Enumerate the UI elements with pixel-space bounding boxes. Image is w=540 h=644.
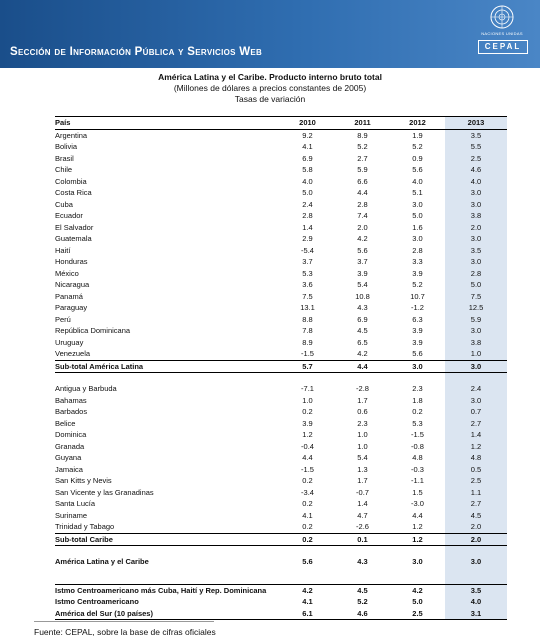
table-row (55, 233, 507, 245)
cell-value: 1.8 (412, 395, 423, 405)
table-row (55, 406, 507, 418)
cell-value: 12.5 (445, 302, 507, 314)
column-header: 2010 (280, 117, 335, 130)
table-row (55, 199, 507, 211)
cell-value: 2.7 (445, 418, 507, 430)
cell-value: 3.8 (445, 337, 507, 349)
cell-value: 1.3 (357, 464, 368, 474)
row-label: Nicaragua (55, 280, 90, 289)
cell-value: 6.1 (280, 608, 335, 620)
table-row (55, 464, 507, 476)
cell-value: -0.4 (301, 441, 314, 451)
cell-value: 0.2 (412, 407, 423, 416)
cell-value: 1.6 (412, 222, 423, 232)
row-label: Istmo Centroamericano más Cuba, Haití y Rep. Dominicana (55, 584, 280, 596)
cell-value: 4.1 (302, 597, 313, 606)
cell-value: 1.2 (302, 430, 313, 439)
cell-value: 8.8 (302, 314, 313, 324)
table-row (55, 164, 507, 176)
region-row (55, 608, 507, 620)
cell-value: 1.0 (357, 430, 368, 439)
cell-value: 4.3 (357, 303, 368, 312)
cell-value: 5.9 (357, 165, 368, 174)
row-label: San Vicente y las Granadinas (55, 487, 154, 497)
cell-value: 13.1 (300, 303, 315, 312)
table-row (55, 429, 507, 441)
cell-value: 1.2 (390, 533, 445, 546)
cell-value: 5.6 (412, 349, 423, 358)
table-row (55, 325, 507, 337)
row-label: Paraguay (55, 303, 88, 312)
cell-value: 4.2 (357, 234, 368, 243)
cell-value: 5.3 (412, 418, 423, 428)
row-label: Sub-total América Latina (55, 360, 280, 373)
cell-value: 4.6 (445, 164, 507, 176)
cell-value: 3.0 (445, 187, 507, 199)
cell-value: 5.6 (357, 245, 368, 255)
cepal-logo: CEPAL (478, 40, 528, 54)
cell-value: 0.2 (302, 407, 313, 416)
cell-value: 3.5 (445, 129, 507, 141)
cell-value: 1.7 (357, 395, 368, 405)
cell-value: 5.8 (302, 165, 313, 174)
cell-value: 2.3 (412, 384, 423, 393)
row-label: América del Sur (10 países) (55, 608, 280, 620)
table-row (55, 487, 507, 499)
cell-value: 3.0 (445, 233, 507, 245)
row-label: Dominica (55, 430, 87, 439)
row-label: Guyana (55, 453, 82, 462)
un-emblem-icon (489, 4, 515, 30)
cell-value: 3.9 (412, 337, 423, 347)
cell-value: 4.0 (445, 596, 507, 608)
table-row (55, 245, 507, 257)
row-label: Costa Rica (55, 188, 92, 197)
cell-value: 3.9 (302, 418, 313, 428)
cell-value: -0.8 (411, 441, 424, 451)
table-row (55, 498, 507, 510)
header-row (55, 117, 507, 130)
table-row (55, 418, 507, 430)
cell-value: 1.2 (412, 522, 423, 531)
table-row (55, 291, 507, 303)
cell-value: 10.7 (410, 291, 425, 301)
cell-value: 2.5 (390, 608, 445, 620)
cell-value: 4.1 (302, 510, 313, 520)
cell-value: 5.2 (357, 142, 368, 151)
cell-value: 5.2 (357, 597, 368, 606)
row-label: Argentina (55, 130, 88, 140)
table-row (55, 187, 507, 199)
cell-value: 3.3 (412, 257, 423, 266)
subtotal-latin-america-row (55, 360, 507, 373)
cell-value: -1.5 (411, 430, 424, 439)
cell-value: 2.4 (302, 199, 313, 209)
row-label: Jamaica (55, 464, 83, 474)
cell-value: 3.7 (357, 257, 368, 266)
cell-value: 7.4 (357, 211, 368, 220)
spacer-row (55, 373, 507, 384)
cell-value: 2.5 (445, 153, 507, 165)
row-label: Guatemala (55, 234, 92, 243)
cell-value: 0.7 (445, 406, 507, 418)
cell-value: 3.8 (445, 210, 507, 222)
cell-value: 1.4 (357, 499, 368, 508)
row-label: Brasil (55, 153, 74, 163)
cell-value: -5.4 (301, 245, 314, 255)
table-row (55, 441, 507, 453)
table-row (55, 129, 507, 141)
un-text: NACIONES UNIDAS (481, 31, 523, 36)
cell-value: 1.4 (445, 429, 507, 441)
row-label: Bahamas (55, 395, 87, 405)
cell-value: 5.0 (412, 211, 423, 220)
cell-value: 3.0 (445, 199, 507, 211)
column-header: 2013 (445, 117, 507, 130)
cell-value: 0.2 (280, 533, 335, 546)
row-label: El Salvador (55, 222, 94, 232)
cell-value: 10.8 (355, 291, 370, 301)
cell-value: 3.9 (412, 268, 423, 278)
cell-value: 5.2 (412, 280, 423, 289)
gdp-table (55, 116, 507, 620)
cell-value: -3.0 (411, 499, 424, 508)
cell-value: 3.0 (445, 325, 507, 337)
cell-value: 2.3 (357, 418, 368, 428)
cell-value: 3.5 (445, 245, 507, 257)
row-label: Chile (55, 165, 73, 174)
table-row (55, 302, 507, 314)
cell-value: 2.8 (302, 211, 313, 220)
footer-divider (34, 621, 214, 622)
row-label: Istmo Centroamericano (55, 597, 139, 606)
cell-value: -0.7 (356, 487, 369, 497)
table-row (55, 222, 507, 234)
cell-value: 3.0 (445, 395, 507, 407)
cell-value: 3.0 (412, 234, 423, 243)
cell-value: 1.7 (357, 476, 368, 485)
table-row (55, 314, 507, 326)
cell-value: 2.9 (302, 234, 313, 243)
cell-value: 5.3 (302, 268, 313, 278)
cell-value: 4.6 (335, 608, 390, 620)
subtotal-caribbean-row (55, 533, 507, 546)
row-label: San Kitts y Nevis (55, 476, 112, 485)
cell-value: 4.3 (357, 557, 368, 566)
cell-value: 4.1 (302, 142, 313, 151)
cell-value: 1.0 (445, 348, 507, 360)
cell-value: 5.4 (357, 280, 368, 289)
cell-value: 3.6 (302, 280, 313, 289)
cell-value: 1.9 (412, 130, 423, 140)
cell-value: 1.2 (445, 441, 507, 453)
row-label: México (55, 268, 79, 278)
row-label: Belice (55, 418, 76, 428)
cell-value: 2.7 (357, 153, 368, 163)
row-label: Perú (55, 314, 71, 324)
cell-value: 3.7 (302, 257, 313, 266)
cell-value: 3.0 (412, 557, 423, 566)
cell-value: 2.8 (357, 199, 368, 209)
table-row (55, 141, 507, 153)
cell-value: 5.4 (357, 453, 368, 462)
cell-value: 5.1 (412, 188, 423, 197)
cell-value: 4.0 (302, 176, 313, 186)
cell-value: 3.9 (357, 268, 368, 278)
header-banner (0, 0, 540, 68)
cell-value: 0.6 (357, 407, 368, 416)
column-header: 2012 (390, 117, 445, 130)
cell-value: 1.4 (302, 222, 313, 232)
cell-value: 5.6 (302, 557, 313, 566)
cell-value: -1.5 (301, 464, 314, 474)
cell-value: 5.9 (445, 314, 507, 326)
cell-value: 4.2 (357, 349, 368, 358)
cell-value: 5.0 (412, 597, 423, 606)
cell-value: 4.2 (280, 584, 335, 596)
row-label: Honduras (55, 257, 88, 266)
row-label: América Latina y el Caribe (55, 557, 149, 566)
row-label: Cuba (55, 199, 73, 209)
source-note: Fuente: CEPAL, sobre la base de cifras oficiales (34, 627, 216, 637)
table-row (55, 348, 507, 360)
cell-value: 0.1 (335, 533, 390, 546)
cell-value: 3.1 (445, 608, 507, 620)
cell-value: -1.2 (411, 303, 424, 312)
cell-value: -1.5 (301, 349, 314, 358)
row-label: Granada (55, 441, 85, 451)
table-row (55, 452, 507, 464)
row-label: Uruguay (55, 337, 84, 347)
table-row (55, 256, 507, 268)
cell-value: 0.2 (302, 476, 313, 485)
row-label: Antigua y Barbuda (55, 384, 117, 393)
cell-value: 0.2 (302, 522, 313, 531)
cell-value: 4.8 (445, 452, 507, 464)
table-row (55, 383, 507, 395)
row-label: Sub-total Caribe (55, 533, 280, 546)
cell-value: 6.5 (357, 337, 368, 347)
cell-value: 4.5 (445, 510, 507, 522)
column-header: País (55, 117, 280, 130)
cell-value: 7.5 (302, 291, 313, 301)
cell-value: 3.0 (390, 360, 445, 373)
table-row (55, 176, 507, 188)
cell-value: -1.1 (411, 476, 424, 485)
table-row (55, 395, 507, 407)
cell-value: 3.0 (445, 556, 507, 568)
cell-value: 4.4 (412, 510, 423, 520)
cell-value: -2.6 (356, 522, 369, 531)
row-label: Colombia (55, 176, 87, 186)
table-row (55, 510, 507, 522)
row-label: Panamá (55, 291, 83, 301)
region-row (55, 596, 507, 608)
cell-value: 2.0 (357, 222, 368, 232)
cell-value: 4.7 (357, 510, 368, 520)
cell-value: 4.2 (390, 584, 445, 596)
table-title: América Latina y el Caribe. Producto interno bruto total (158, 72, 382, 82)
row-label: Trinidad y Tabago (55, 522, 115, 531)
cell-value: 4.4 (357, 188, 368, 197)
column-header: 2011 (335, 117, 390, 130)
row-label: Santa Lucía (55, 499, 96, 508)
cell-value: 2.0 (445, 521, 507, 533)
table-row (55, 153, 507, 165)
row-label: Venezuela (55, 349, 91, 358)
cell-value: 0.2 (302, 499, 313, 508)
cell-value: 6.3 (412, 314, 423, 324)
cell-value: 1.0 (357, 441, 368, 451)
row-label: Ecuador (55, 211, 83, 220)
cell-value: 5.0 (302, 188, 313, 197)
cell-value: 2.5 (445, 475, 507, 487)
row-label: República Dominicana (55, 326, 131, 335)
cell-value: 4.0 (445, 176, 507, 188)
row-label: Bolivia (55, 142, 78, 151)
cell-value: 9.2 (302, 130, 313, 140)
cell-value: 6.9 (302, 153, 313, 163)
cell-value: 5.5 (445, 141, 507, 153)
cell-value: 5.2 (412, 142, 423, 151)
cell-value: 4.4 (302, 453, 313, 462)
cell-value: 3.0 (445, 256, 507, 268)
cell-value: 3.5 (445, 584, 507, 596)
row-label: Suriname (55, 510, 88, 520)
total-row (55, 556, 507, 568)
cell-value: 7.5 (445, 291, 507, 303)
cell-value: 1.1 (445, 487, 507, 499)
cell-value: 5.0 (445, 279, 507, 291)
cell-value: 2.7 (445, 498, 507, 510)
cell-value: 8.9 (302, 337, 313, 347)
cell-value: 2.8 (412, 245, 423, 255)
table-subtitle: (Millones de dólares a precios constantes de 2005) (173, 83, 367, 93)
table-caption: Tasas de variación (234, 94, 306, 104)
cell-value: -3.4 (301, 487, 314, 497)
table-row (55, 279, 507, 291)
table-row (55, 268, 507, 280)
cell-value: 4.8 (412, 453, 423, 462)
cell-value: 5.6 (412, 165, 423, 174)
cell-value: 2.0 (445, 533, 507, 546)
cell-value: -0.3 (411, 464, 424, 474)
cell-value: 7.8 (302, 326, 313, 335)
cell-value: -7.1 (301, 384, 314, 393)
row-label: Barbados (55, 407, 88, 416)
spacer-row (55, 568, 507, 585)
cell-value: 3.9 (412, 326, 423, 335)
cell-value: 3.0 (445, 360, 507, 373)
table-row (55, 337, 507, 349)
spacer-row (55, 546, 507, 557)
table-row (55, 521, 507, 533)
cell-value: 6.9 (357, 314, 368, 324)
cell-value: 2.8 (445, 268, 507, 280)
cell-value: -2.8 (356, 384, 369, 393)
row-label: Haití (55, 245, 71, 255)
banner-title: Sección de Información Pública y Servicios Web (10, 46, 263, 58)
cell-value: 3.0 (412, 199, 423, 209)
cell-value: 4.0 (412, 176, 423, 186)
cell-value: 4.5 (357, 326, 368, 335)
table-row (55, 210, 507, 222)
cell-value: 2.4 (445, 383, 507, 395)
cell-value: 0.9 (412, 153, 423, 163)
cell-value: 1.5 (412, 487, 423, 497)
cell-value: 6.6 (357, 176, 368, 186)
region-row (55, 584, 507, 596)
table-titles (0, 72, 540, 105)
cell-value: 5.7 (280, 360, 335, 373)
cell-value: 8.9 (357, 130, 368, 140)
table-row (55, 475, 507, 487)
cell-value: 4.4 (335, 360, 390, 373)
cell-value: 0.5 (445, 464, 507, 476)
cell-value: 2.0 (445, 222, 507, 234)
cell-value: 1.0 (302, 395, 313, 405)
cell-value: 4.5 (335, 584, 390, 596)
